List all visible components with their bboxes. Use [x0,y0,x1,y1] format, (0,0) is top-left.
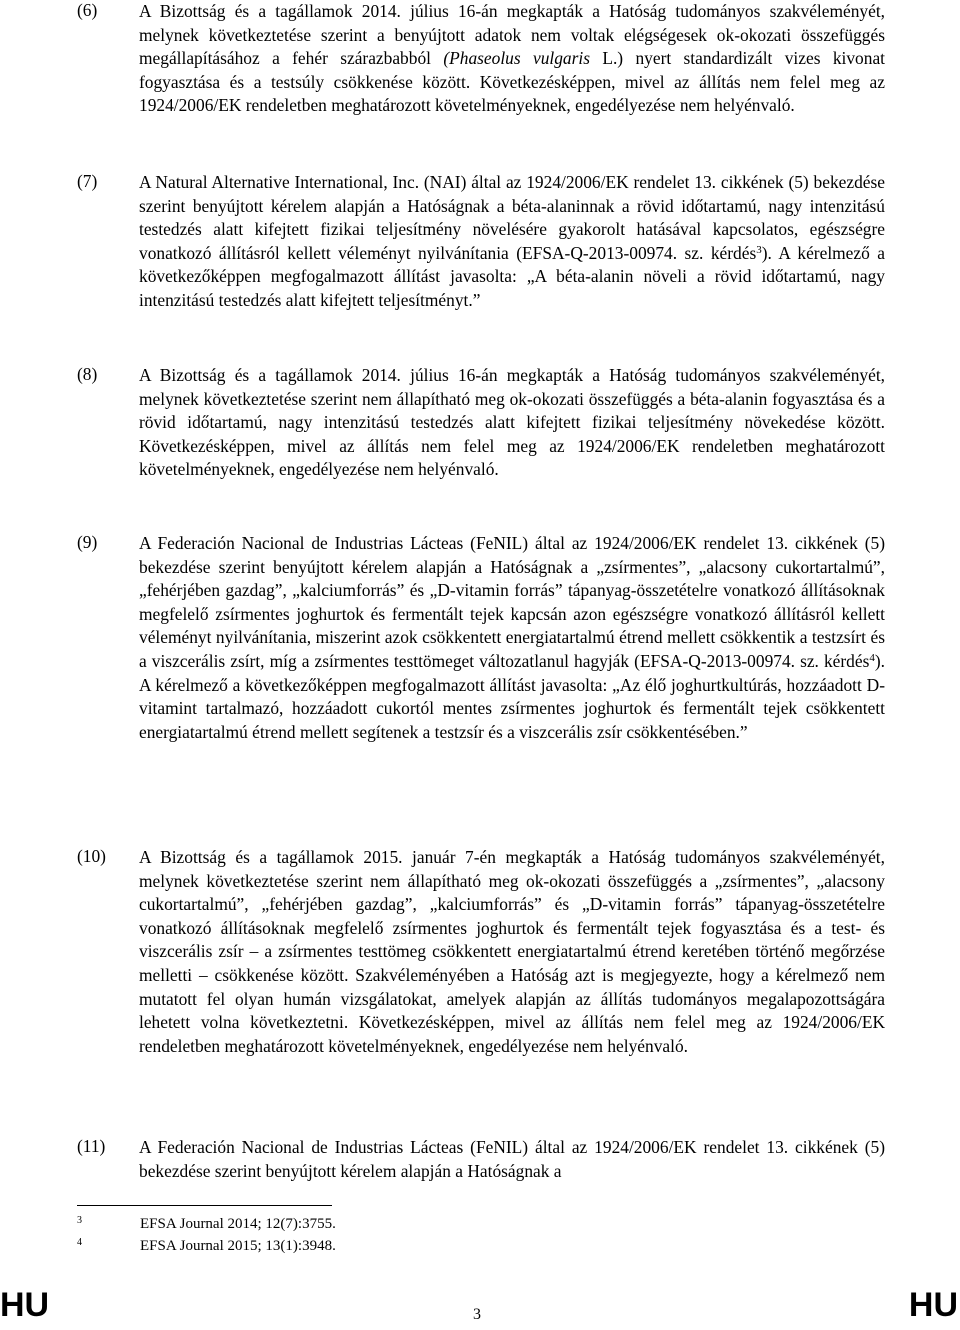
paragraph-9 [77,532,885,744]
paragraph-8 [77,364,885,482]
footnote-ref: 3 [756,243,762,256]
paragraph-text: A Federación Nacional de Industrias Lácteas (FeNIL) által az 1924/2006/EK rendelet 13. cikkének (5) bekezdése szerint benyújtott kérelem alapján a Hatóságnak a [139,1137,885,1181]
paragraph-7 [77,171,885,313]
paragraph-number: (10) [77,846,106,866]
paragraph-text: A Bizottság és a tagállamok 2014. július 16-án megkapták a Hatóság tudományos szakvéleményét, melynek következtetése szerint a benyújtott adatok nem voltak elégségesek ok-okozati összefüggés megállapításához a fehér szárazbabból (Phaseolus vulgaris L.) nyert standardizált vizes kivonat fogyasztása és a testsúly csökkenése között. Következésképpen, mivel az állítás nem felel meg az 1924/2006/EK rendeletben meghatározott követelményeknek, engedélyezése nem helyénvaló. [139,1,885,116]
paragraph-number: (8) [77,364,98,384]
footnote-number: 3 [77,1215,82,1226]
paragraph-number: (6) [77,0,98,20]
footnote-separator [77,1205,332,1206]
paragraph-11 [77,1136,885,1183]
language-code-left: HU [0,1286,50,1324]
page-number: 3 [473,1306,481,1323]
paragraph-number: (11) [77,1136,106,1156]
footnote-number: 4 [77,1237,82,1248]
footnote-text: EFSA Journal 2014; 12(7):3755. [140,1216,336,1232]
paragraph-number: (9) [77,532,98,552]
footnote-text: EFSA Journal 2015; 13(1):3948. [140,1238,336,1254]
footnote-4 [77,1236,677,1256]
footnote-ref: 4 [869,651,875,664]
paragraph-text: A Federación Nacional de Industrias Lácteas (FeNIL) által az 1924/2006/EK rendelet 13. cikkének (5) bekezdése szerint benyújtott kérelem alapján a Hatóságnak a „zsírmentes”, „alacsony cukortartalmú”, „fehérjében gazdag”, „kalciumforrás” és „D-vitamin forrás” tápanyag-összetételre vonatkozó állításoknak megfelelő zsírmentes joghurtok és fermentált tejek kapcsán azon egészségre vonatkozó állításról kellett véleményt nyilvánítania, miszerint azok csökkentett energiatartalmú étrend mellett csökkentik a testzsírt és a viszcerális zsírt, míg a zsírmentes testtömeget változatlanul hagyják (EFSA-Q-2013-00974. sz. kérdés$^4$). A kérelmező a következőképpen megfogalmazott állítást javasolta: „Az élő joghurtkultúrás, hozzáadott D-vitamint tartalmazó, hozzáadott cukortól mentes zsírmentes joghurtok és fermentált tejek csökkentett energiatartalmú étrend mellett segítenek a testzsír és a viszcerális zsír csökkentésében.” [139,533,885,742]
paragraph-10 [77,846,885,1058]
language-code-right: HU [908,1286,958,1324]
paragraph-text: A Bizottság és a tagállamok 2014. július 16-án megkapták a Hatóság tudományos szakvéleményét, melynek következtetése szerint nem állapítható meg ok-okozati összefüggés a béta-alanin fogyasztása és a rövid időtartamú, nagy intenzitású testedzés alatt kifejtett fizikai teljesítmény növekedése között. Következésképpen, mivel az állítás nem felel meg az 1924/2006/EK rendeletben meghatározott követelményeknek, engedélyezése nem helyénvaló. [139,365,885,480]
footnote-3 [77,1214,677,1234]
paragraph-text: A Natural Alternative International, Inc. (NAI) által az 1924/2006/EK rendelet 13. cikkének (5) bekezdése szerint benyújtott kérelem alapján a Hatóságnak a béta-alaninnak a rövid időtartamú, nagy intenzitású testedzés alatt kifejtett fizikai teljesítmény növelésére gyakorolt hatásával kapcsolatos, egészségre vonatkozó állításról kellett véleményt nyilvánítania (EFSA-Q-2013-00974. sz. kérdés$^3$). A kérelmező a következőképpen megfogalmazott állítást javasolta: „A béta-alanin növeli a rövid időtartamú, nagy intenzitású testedzés alatt kifejtett teljesítményt.” [139,172,885,310]
paragraph-text: A Bizottság és a tagállamok 2015. január 7-én megkapták a Hatóság tudományos szakvéleményét, melynek következtetése szerint nem állapítható meg ok-okozati összefüggés a „zsírmentes”, „alacsony cukortartalmú”, „fehérjében gazdag”, „kalciumforrás” és „D-vitamin forrás” tápanyag-összetételre vonatkozó állításoknak megfelelő zsírmentes joghurtok és fermentált tejek fogyasztása és a test- és viszcerális zsír – a zsírmentes testtömeg csökkentett energiatartalmú étrend keretében történő megőrzése melletti – csökkenése között. Szakvéleményében a Hatóság azt is megjegyezte, hogy a kérelmező nem mutatott fel olyan humán vizsgálatokat, amelyek alapján az állítás tudományos megalapozottságára lehetett volna következtetni. Következésképpen, mivel az állítás nem felel meg az 1924/2006/EK rendeletben meghatározott követelményeknek, engedélyezése nem helyénvaló. [139,847,885,1056]
paragraph-number: (7) [77,171,98,191]
paragraph-6 [77,0,885,118]
